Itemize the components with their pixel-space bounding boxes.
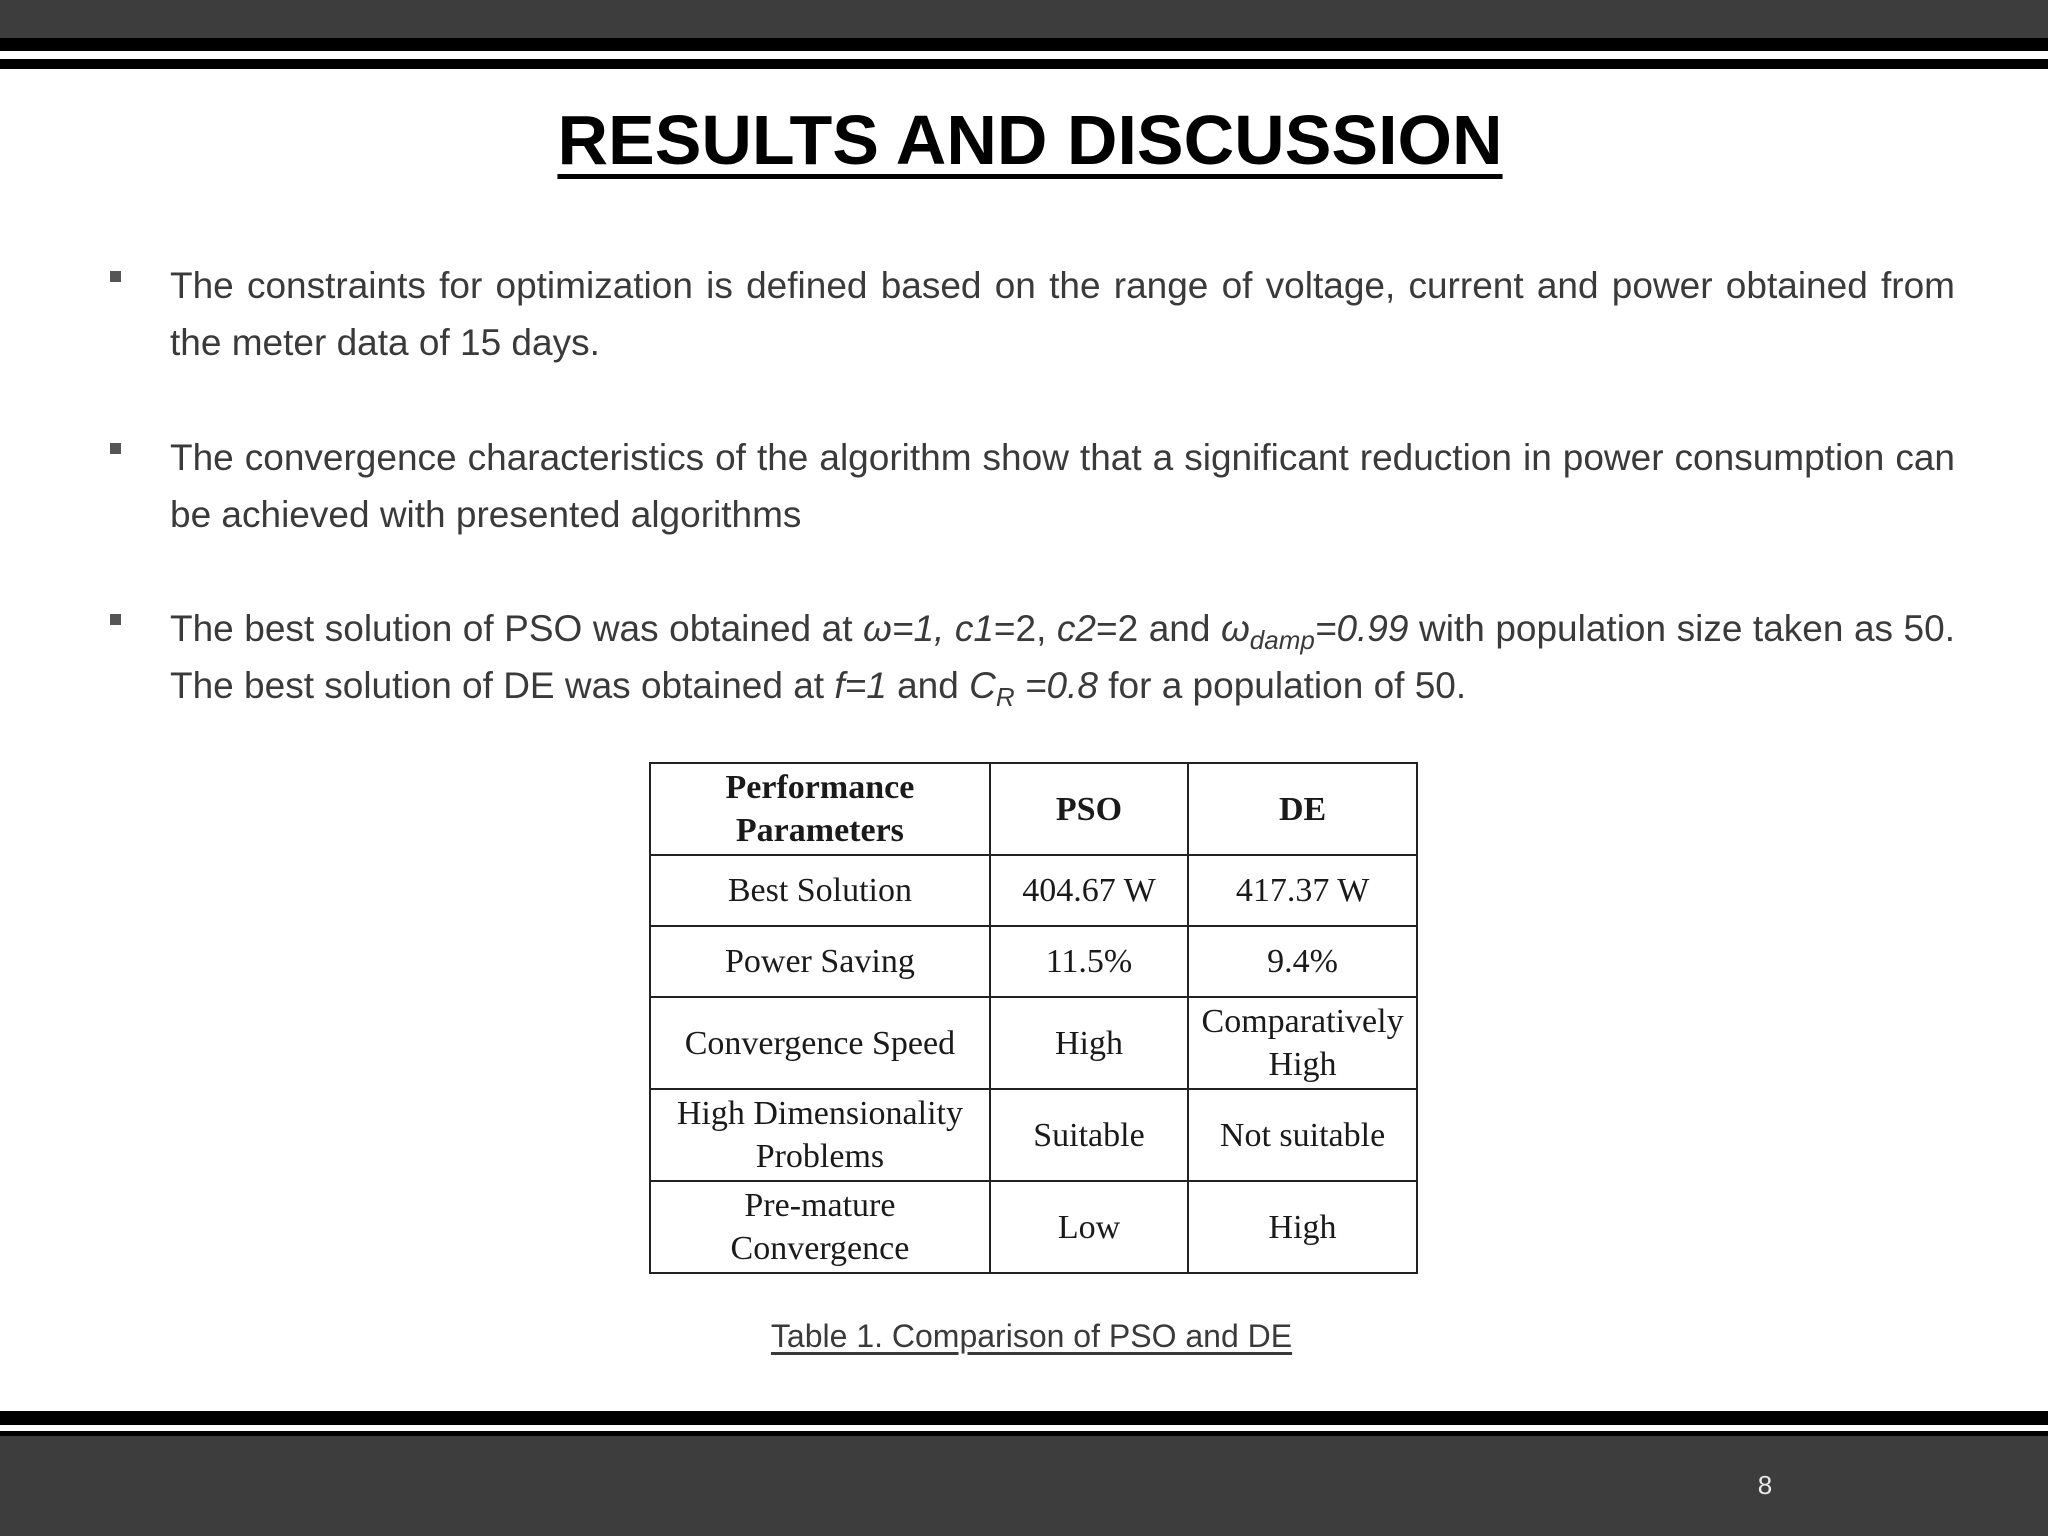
- header-cell: Performance Parameters: [650, 763, 990, 855]
- square-bullet-icon: [110, 271, 121, 282]
- table-cell: High Dimensionality Problems: [650, 1089, 990, 1181]
- table-cell: High: [1188, 1181, 1417, 1273]
- bullet-convergence: [110, 429, 1955, 543]
- square-bullet-icon: [110, 443, 121, 454]
- table-cell: Comparatively High: [1188, 997, 1417, 1089]
- comparison-table: [649, 762, 1418, 1274]
- bullet-text: The best solution of PSO was obtained at ω=1, c1=2, c2=2 and $\omega_{damp}=0.99$ with population size taken as 50. The best solution of DE was obtained at f=1 and $C_R =0.8$ for a population of 50.: [170, 608, 1955, 712]
- square-bullet-icon: [110, 614, 121, 625]
- table-row: [650, 926, 1417, 997]
- header-cell: DE: [1188, 763, 1417, 855]
- top-band: [0, 0, 2048, 38]
- table-cell: Convergence Speed: [650, 997, 990, 1089]
- table-row: [650, 855, 1417, 926]
- top-divider-thick: [0, 38, 2048, 51]
- table-cell: Low: [990, 1181, 1188, 1273]
- bullet-best-solution: [110, 600, 1955, 714]
- table-cell: 9.4%: [1188, 926, 1417, 997]
- table-cell: Pre-mature Convergence: [650, 1181, 990, 1273]
- table-cell: 417.37 W: [1188, 855, 1417, 926]
- header-cell: PSO: [990, 763, 1188, 855]
- table-cell: Power Saving: [650, 926, 990, 997]
- top-divider-thin: [0, 59, 2048, 69]
- bottom-divider-thick: [0, 1411, 2048, 1425]
- table-cell: Not suitable: [1188, 1089, 1417, 1181]
- table-row: [650, 1089, 1417, 1181]
- bullet-text: The constraints for optimization is defined based on the range of voltage, current and power obtained from the meter data of 15 days.: [170, 265, 1955, 363]
- table-cell: 11.5%: [990, 926, 1188, 997]
- table-caption: Table 1. Comparison of PSO and DE: [770, 1318, 1293, 1354]
- table-cell: Suitable: [990, 1089, 1188, 1181]
- slide-title: RESULTS AND DISCUSSION: [557, 101, 1503, 179]
- page-number: 8: [1757, 1470, 1773, 1500]
- bullet-constraints: [110, 257, 1955, 371]
- bullet-text: The convergence characteristics of the algorithm show that a significant reduction in power consumption can be achieved with presented algorithms: [170, 437, 1955, 535]
- table-header-row: [650, 763, 1417, 855]
- table-cell: 404.67 W: [990, 855, 1188, 926]
- table-row: [650, 1181, 1417, 1273]
- table-row: [650, 997, 1417, 1089]
- table-cell: Best Solution: [650, 855, 990, 926]
- table-cell: High: [990, 997, 1188, 1089]
